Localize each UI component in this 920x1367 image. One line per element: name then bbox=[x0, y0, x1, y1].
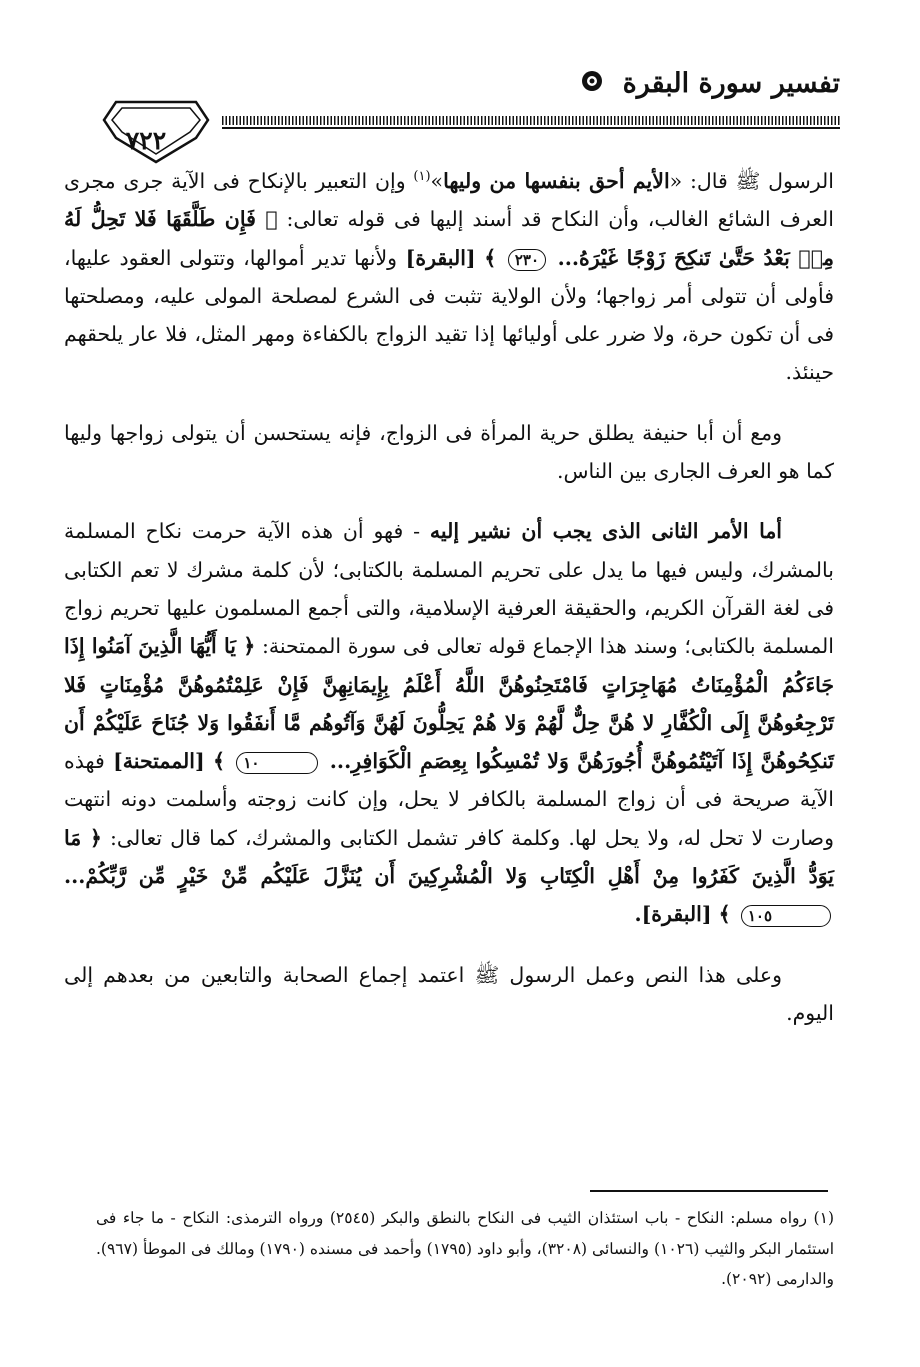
p1-text-c: وإن التعبير بالإنكاح فى الآية جرى مجرى العرف الشائع الغالب، وأن النكاح قد أسند إليها فى قوله تعالى: bbox=[64, 169, 834, 232]
ayah-baqarah-105: ﴿ مَا يَوَدُّ الَّذِينَ كَفَرُوا مِنْ أَهْلِ الْكِتَابِ وَلا الْمُشْرِكِينَ أَن يُنَزَّلَ عَلَيْكُم مِّنْ خَيْرٍ مِّن رَّبِّكُمْ... bbox=[64, 825, 834, 889]
ayah-mumtahanah-10: ﴿ يَا أَيُّهَا الَّذِينَ آمَنُوا إِذَا جَاءَكُمُ الْمُؤْمِنَاتُ مُهَاجِرَاتٍ فَامْتَحِنُوهُنَّ اللَّهُ أَعْلَمُ بِإِيمَانِهِنَّ فَإِنْ عَلِمْتُمُوهُنَّ مُؤْمِنَاتٍ فَلا تَرْجِعُوهُنَّ إِلَى الْكُفَّارِ لا هُنَّ حِلٌّ لَّهُمْ وَلا هُمْ يَحِلُّونَ لَهُنَّ وَآتُوهُم مَّا أَنفَقُوا وَلا جُنَاحَ عَلَيْكُمْ أَن تَنكِحُوهُنَّ إِذَا آتَيْتُمُوهُنَّ أُجُورَهُنَّ وَلا تُمْسِكُوا بِعِصَمِ الْكَوَافِرِ... bbox=[64, 634, 834, 774]
footnote-1: (١) رواه مسلم: النكاح - باب استئذان الثيب فى النكاح بالنطق والبكر (٢٥٤٥) ورواه الترمذى: النكاح - ما جاء فى استئمار البكر والثيب (١٠٢٦) والنسائى (٣٢٠٨)، وأبو داود (١٧٩٥) وأحمد فى مسنده (١٧٩٠) ومالك فى الموطأ (٩٦٧). والدارمى (٢٠٩٢). bbox=[96, 1209, 834, 1288]
ayah-close-bracket: ﴾ bbox=[213, 749, 234, 774]
paragraph-1 bbox=[64, 162, 834, 392]
p1-text-d: ولأنها تدير أموالها، وتتولى العقود عليها، فأولى أن تتولى أمر زواجها؛ ولأن الولاية تثبت فى الشرع لمصلحة المولى عليه، ومصلحتها فى أن تكون حرة، ولا ضرر على أوليائها إذا تقيد الزواج بالكفاءة ومهر المثل، فلا عار يلحقهم حينئذ. bbox=[64, 245, 834, 385]
ayah-number-badge: ١٠ bbox=[236, 752, 318, 774]
surah-ref: [الممتحنة] bbox=[104, 749, 214, 774]
ayah-number-badge: ١٠٥ bbox=[741, 905, 831, 927]
running-title bbox=[579, 68, 840, 100]
hadith-quote: الأيم أحق بنفسها من وليها bbox=[443, 169, 670, 193]
footnote-rule bbox=[590, 1190, 828, 1192]
ayah-close-bracket: ﴾ bbox=[484, 245, 505, 270]
p3-text-b: فهذه الآية صريحة فى أن زواج المسلمة بالكافر لا يحل، وإن كانت زوجته وأسلمت دونه انتهت وصارت لا تحل له، ولا يحل لها. وكلمة كافر تشمل الكتابى والمشرك، كما قال تعالى: bbox=[64, 749, 834, 850]
running-title-text: تفسير سورة البقرة bbox=[622, 68, 840, 99]
page-number: ٧٢٢ bbox=[125, 126, 167, 155]
page-body bbox=[64, 162, 834, 1054]
footnote-marker[interactable]: (١) bbox=[413, 169, 431, 185]
surah-ref: [البقرة]. bbox=[634, 902, 719, 927]
section-lead: أما الأمر الثانى الذى يجب أن نشير إليه bbox=[429, 519, 783, 544]
page-number-badge bbox=[96, 92, 216, 164]
page-header bbox=[112, 62, 840, 162]
header-rule-thin bbox=[222, 127, 840, 129]
paragraph-2: ومع أن أبا حنيفة يطلق حرية المرأة فى الزواج، فإنه يستحسن أن يتولى زواجها وليها كما هو العرف الجارى بين الناس. bbox=[64, 420, 834, 484]
surah-ref: [البقرة] bbox=[397, 245, 485, 270]
ayah-close-bracket: ﴾ bbox=[718, 902, 738, 927]
p1-quote-close: » bbox=[430, 169, 444, 193]
paragraph-3 bbox=[64, 512, 834, 933]
ayah-number-badge: ٢٣٠ bbox=[508, 249, 546, 271]
p3-text-a: - فهو أن هذه الآية حرمت نكاح المسلمة بالمشرك، وليس فيها ما يدل على تحريم المسلمة بالكتابى؛ لأن كلمة مشرك لا تعم الكتابى فى لغة القرآن الكريم، والحقيقة العرفية الإسلامية، والتى أجمع المسلمون عليها تحريم زواج المسلمة بالكتابى؛ وسند هذا الإجماع قوله تعالى فى سورة الممتحنة: bbox=[64, 519, 834, 659]
ornament-icon bbox=[579, 69, 605, 100]
header-rule bbox=[222, 116, 840, 125]
ayah-baqarah-230: ﴿ فَإِن طَلَّقَهَا فَلا تَحِلُّ لَهُ مِنۢ بَعْدُ حَتَّىٰ تَنكِحَ زَوْجًا غَيْرَهُ... bbox=[64, 207, 835, 270]
p1-text-a: الرسول ﷺ قال: « bbox=[669, 169, 834, 193]
paragraph-4: وعلى هذا النص وعمل الرسول ﷺ اعتمد إجماع الصحابة والتابعين من بعدهم إلى اليوم. bbox=[64, 962, 834, 1025]
